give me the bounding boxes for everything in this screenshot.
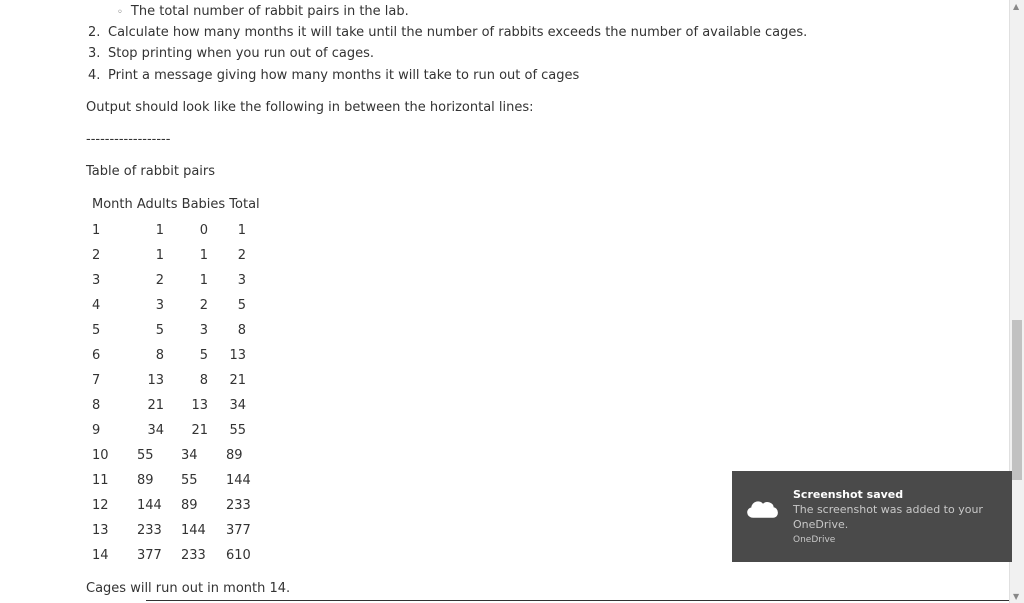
total-cell: 377 — [226, 523, 251, 538]
table-row — [86, 273, 286, 293]
adults-cell: 3 — [155, 298, 164, 313]
babies-cell: 0 — [199, 223, 208, 238]
month-cell: 13 — [92, 523, 109, 538]
month-cell: 11 — [92, 473, 109, 488]
notification-source: OneDrive — [793, 535, 836, 545]
total-cell: 8 — [237, 323, 246, 338]
babies-cell: 233 — [181, 548, 206, 563]
output-intro: Output should look like the following in between the horizontal lines: — [86, 100, 534, 115]
total-cell: 5 — [237, 298, 246, 313]
adults-cell: 89 — [137, 473, 154, 488]
total-cell: 1 — [237, 223, 246, 238]
month-cell: 7 — [92, 373, 101, 388]
divider-dashes: ------------------ — [86, 132, 171, 147]
babies-cell: 8 — [199, 373, 208, 388]
month-cell: 14 — [92, 548, 109, 563]
babies-cell: 55 — [181, 473, 198, 488]
babies-cell: 1 — [199, 273, 208, 288]
step-number: 3. — [88, 46, 101, 61]
adults-cell: 5 — [155, 323, 164, 338]
step-number: 4. — [88, 68, 101, 83]
step-text: Print a message giving how many months it will take to run out of cages — [108, 68, 580, 83]
table-title: Table of rabbit pairs — [86, 164, 216, 179]
table-row — [86, 448, 286, 468]
month-cell: 9 — [92, 423, 101, 438]
total-cell: 233 — [226, 498, 251, 513]
adults-cell: 1 — [155, 248, 164, 263]
total-cell: 34 — [229, 398, 246, 413]
scroll-down-arrow-icon[interactable]: ▼ — [1013, 592, 1020, 601]
total-cell: 55 — [229, 423, 246, 438]
adults-cell: 2 — [155, 273, 164, 288]
table-row — [86, 223, 286, 243]
onedrive-cloud-icon — [744, 495, 780, 521]
step-text: Stop printing when you run out of cages. — [108, 46, 375, 61]
babies-cell: 34 — [181, 448, 198, 463]
total-cell: 144 — [226, 473, 251, 488]
total-cell: 2 — [237, 248, 246, 263]
table-row — [86, 473, 286, 493]
table-row — [86, 523, 286, 543]
step-item — [88, 68, 579, 83]
table-row — [86, 498, 286, 518]
adults-cell: 377 — [137, 548, 162, 563]
month-cell: 5 — [92, 323, 101, 338]
table-row — [86, 398, 286, 418]
hollow-bullet-icon: ◦ — [117, 7, 123, 18]
screenshot-saved-notification[interactable] — [732, 471, 1012, 562]
babies-cell: 2 — [199, 298, 208, 313]
scrollbar-thumb[interactable] — [1012, 320, 1022, 480]
notification-body: The screenshot was added to your OneDrive. — [793, 503, 983, 531]
total-cell: 21 — [229, 373, 246, 388]
babies-cell: 144 — [181, 523, 206, 538]
table-header: Month Adults Babies Total — [92, 197, 260, 212]
adults-cell: 1 — [155, 223, 164, 238]
table-row — [86, 298, 286, 318]
total-cell: 3 — [237, 273, 246, 288]
month-cell: 2 — [92, 248, 101, 263]
table-row — [86, 248, 286, 268]
babies-cell: 21 — [191, 423, 208, 438]
adults-cell: 8 — [155, 348, 164, 363]
adults-cell: 233 — [137, 523, 162, 538]
adults-cell: 34 — [147, 423, 164, 438]
babies-cell: 5 — [199, 348, 208, 363]
table-row — [86, 373, 286, 393]
month-cell: 3 — [92, 273, 101, 288]
conclusion-text: Cages will run out in month 14. — [86, 581, 291, 596]
total-cell: 89 — [226, 448, 243, 463]
adults-cell: 144 — [137, 498, 162, 513]
table-row — [86, 323, 286, 343]
scroll-up-arrow-icon[interactable]: ▲ — [1013, 2, 1020, 11]
horizontal-rule — [146, 600, 1010, 601]
month-cell: 8 — [92, 398, 101, 413]
table-row — [86, 548, 286, 568]
table-row — [86, 348, 286, 368]
babies-cell: 13 — [191, 398, 208, 413]
sub-bullet-text: The total number of rabbit pairs in the lab. — [130, 4, 409, 19]
sub-bullet-item — [117, 4, 409, 19]
adults-cell: 55 — [137, 448, 154, 463]
step-item — [88, 25, 807, 40]
adults-cell: 21 — [147, 398, 164, 413]
step-number: 2. — [88, 25, 101, 40]
month-cell: 1 — [92, 223, 101, 238]
babies-cell: 3 — [199, 323, 208, 338]
total-cell: 13 — [229, 348, 246, 363]
month-cell: 4 — [92, 298, 101, 313]
table-row — [86, 423, 286, 443]
month-cell: 10 — [92, 448, 109, 463]
month-cell: 6 — [92, 348, 101, 363]
total-cell: 610 — [226, 548, 251, 563]
babies-cell: 1 — [199, 248, 208, 263]
month-cell: 12 — [92, 498, 109, 513]
adults-cell: 13 — [147, 373, 164, 388]
notification-title: Screenshot saved — [793, 488, 904, 501]
step-text: Calculate how many months it will take until the number of rabbits exceeds the number of available cages. — [108, 25, 808, 40]
step-item — [88, 46, 374, 61]
babies-cell: 89 — [181, 498, 198, 513]
